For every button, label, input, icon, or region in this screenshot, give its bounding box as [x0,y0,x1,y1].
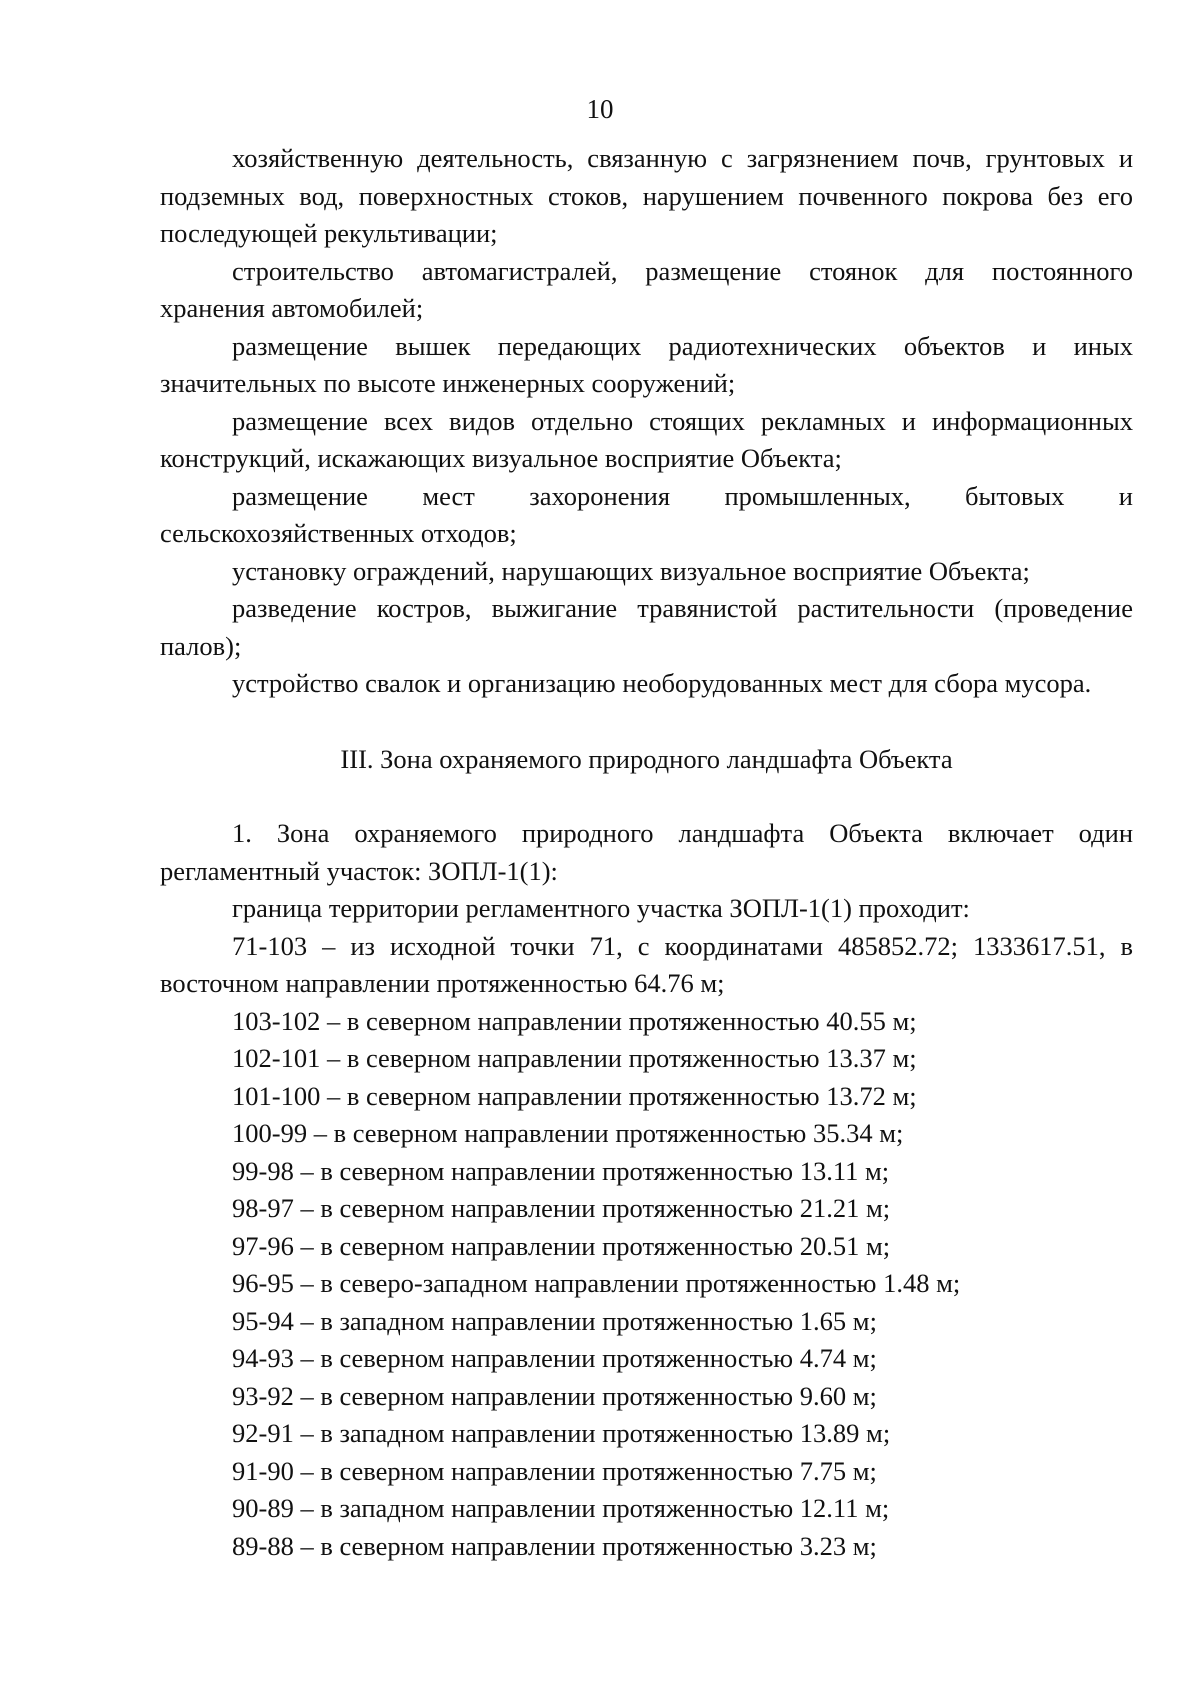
boundary-segment: 92-91 – в западном направлении протяженностью 13.89 м; [232,1418,891,1448]
boundary-segment: 97-96 – в северном направлении протяженностью 20.51 м; [232,1230,891,1261]
boundary-segment: 93-92 – в северном направлении протяженностью 9.60 м; [232,1380,877,1411]
restriction-item: разведение костров, выжигание травянистой растительности (проведение палов); [160,593,1133,661]
boundary-segment: 98-97 – в северном направлении протяженностью 21.21 м; [232,1193,891,1223]
boundary-segment: 100-99 – в северном направлении протяженностью 35.34 м; [232,1118,904,1148]
boundary-segment: 90-89 – в западном направлении протяженностью 12.11 м; [232,1493,890,1523]
restriction-item: строительство автомагистралей, размещение стоянок для постоянного хранения автомобилей; [160,255,1133,323]
page-number: 10 [586,94,614,124]
boundary-segment: 103-102 – в северном направлении протяженностью 40.55 м; [232,1005,917,1036]
restriction-item: размещение вышек передающих радиотехнических объектов и иных значительных по высоте инженерных сооружений; [160,330,1133,398]
boundary-segment: 99-98 – в северном направлении протяженностью 13.11 м; [232,1155,890,1186]
section-paragraph: 71-103 – из исходной точки 71, с координатами 485852.72; 1333617.51, в восточном направлении протяженностью 64.76 м; [160,930,1133,998]
document-body [160,140,1133,1565]
boundary-segment: 102-101 – в северном направлении протяженностью 13.37 м; [232,1043,917,1073]
restriction-item: устройство свалок и организацию необорудованных мест для сбора мусора. [232,668,1092,698]
boundary-segment: 95-94 – в западном направлении протяженностью 1.65 м; [232,1305,877,1336]
restriction-item: размещение мест захоронения промышленных, бытовых и сельскохозяйственных отходов; [160,480,1133,548]
restriction-item: размещение всех видов отдельно стоящих рекламных и информационных конструкций, искажающих визуальное восприятие Объекта; [160,405,1133,473]
section-heading: III. Зона охраняемого природного ландшафта Объекта [340,743,953,774]
restriction-item: хозяйственную деятельность, связанную с загрязнением почв, грунтовых и подземных вод, поверхностных стоков, нарушением почвенного покрова без его последующей рекультивации; [160,143,1133,248]
section-paragraph: 1. Зона охраняемого природного ландшафта Объекта включает один регламентный участок: ЗОПЛ-1(1): [160,818,1133,886]
boundary-segment: 94-93 – в северном направлении протяженностью 4.74 м; [232,1343,877,1373]
boundary-segment: 101-100 – в северном направлении протяженностью 13.72 м; [232,1080,917,1111]
restriction-item: установку ограждений, нарушающих визуальное восприятие Объекта; [232,555,1030,586]
boundary-segment: 91-90 – в северном направлении протяженностью 7.75 м; [232,1455,877,1486]
boundary-segment: 96-95 – в северо-западном направлении протяженностью 1.48 м; [232,1268,961,1298]
boundary-segment: 89-88 – в северном направлении протяженностью 3.23 м; [232,1530,877,1561]
section-paragraph: граница территории регламентного участка ЗОПЛ-1(1) проходит: [232,893,970,923]
